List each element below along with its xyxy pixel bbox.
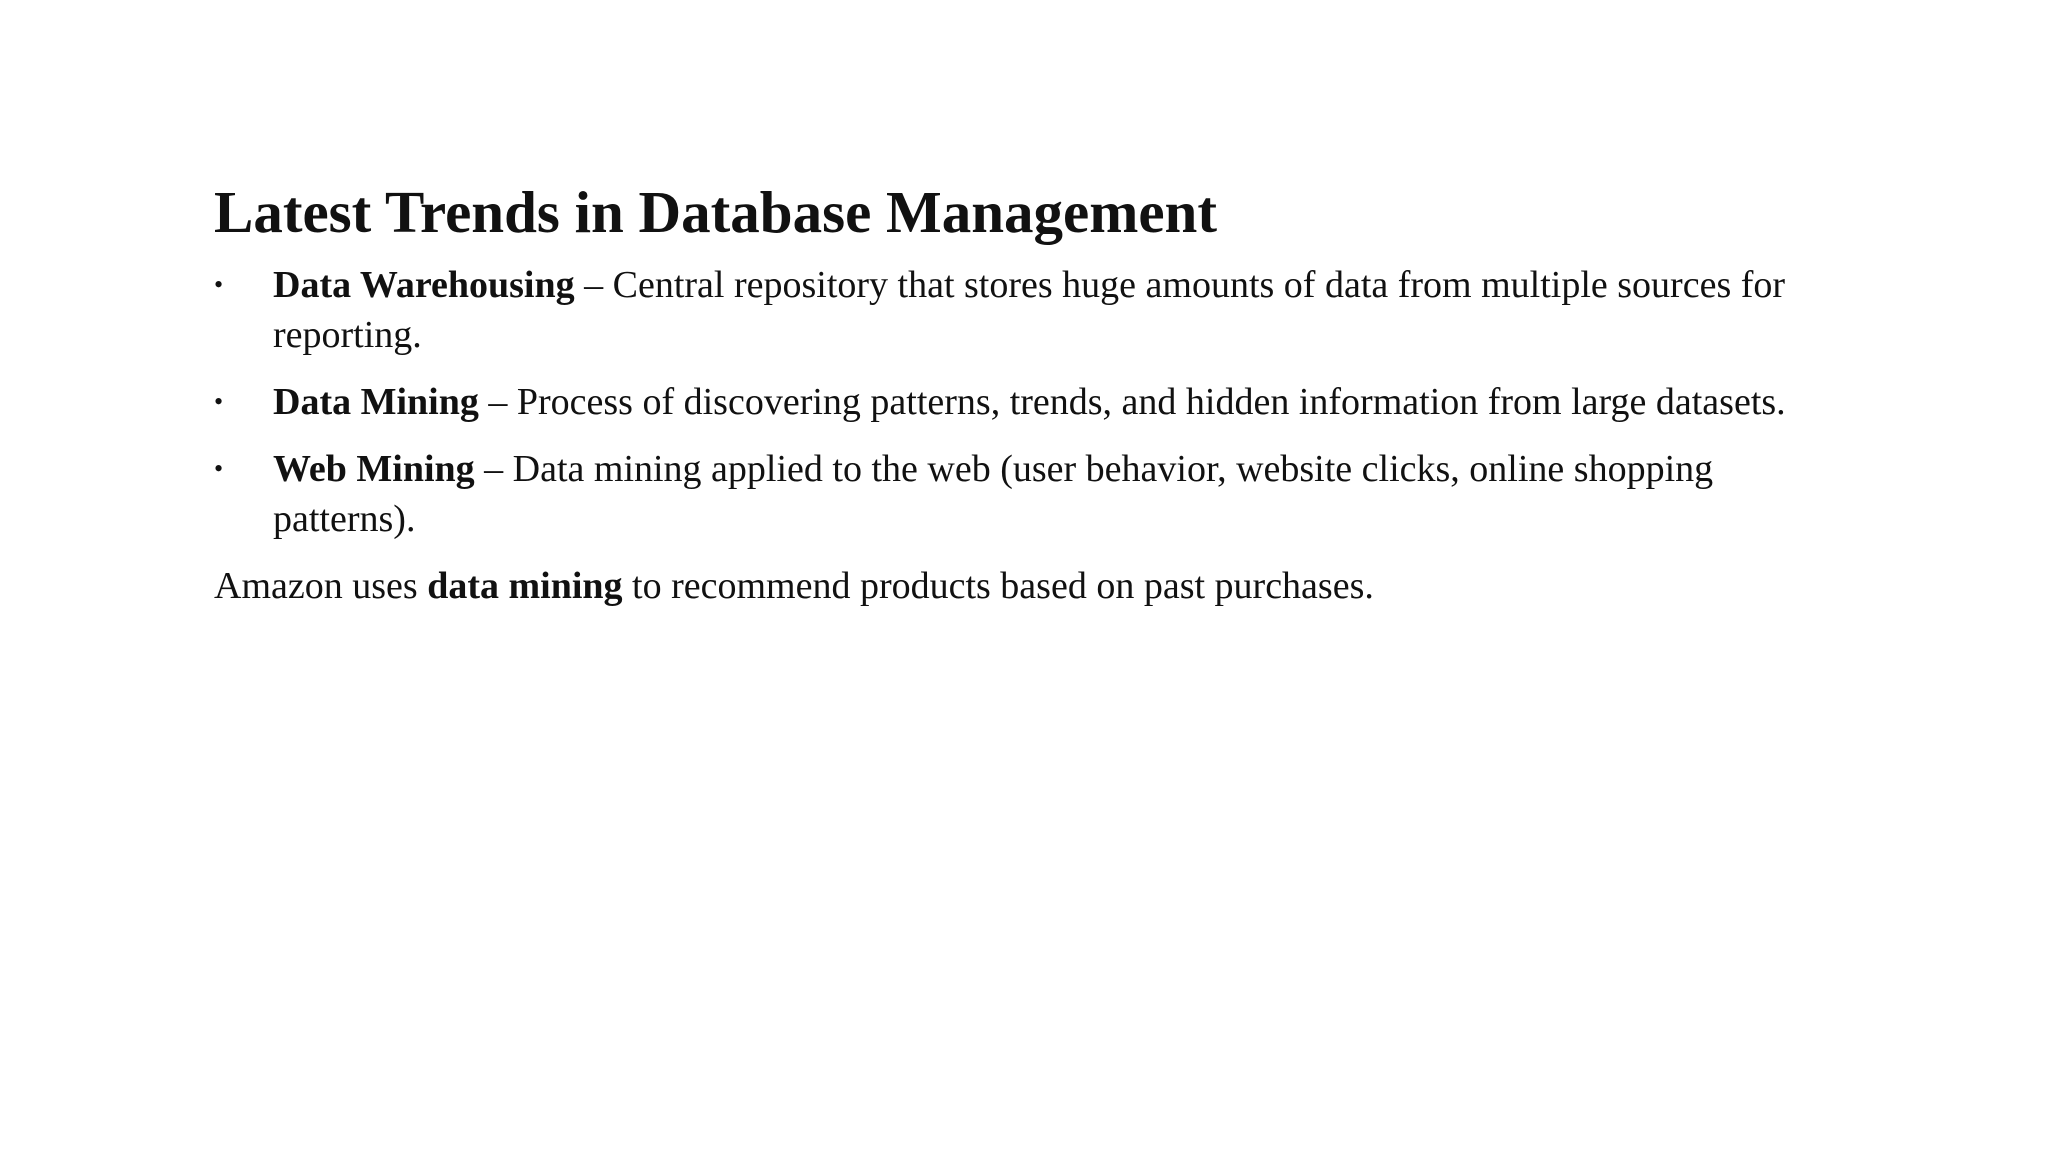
bullet-description: – Data mining applied to the web (user behavior, website clicks, online shopping patterns).: [273, 448, 1714, 540]
bullet-description: – Central repository that stores huge amounts of data from multiple sources for reporting.: [273, 264, 1786, 356]
bullet-item-data-mining: [214, 377, 1854, 427]
summary-text: [214, 561, 1854, 611]
bullet-description: – Process of discovering patterns, trends, and hidden information from large datasets.: [478, 381, 1786, 423]
summary-suffix: to recommend products based on past purchases.: [622, 565, 1374, 607]
bullet-list: [214, 260, 1854, 544]
slide-title: Latest Trends in Database Management: [214, 179, 1217, 245]
bullet-item-data-warehousing: [214, 260, 1854, 360]
bullet-term: Data Mining: [273, 381, 479, 423]
summary-emphasis: data mining: [427, 565, 623, 607]
bullet-icon: •: [214, 454, 224, 483]
bullet-icon: •: [214, 270, 224, 299]
summary-prefix: Amazon uses: [214, 565, 428, 607]
bullet-term: Data Warehousing: [273, 264, 575, 306]
bullet-icon: •: [214, 387, 224, 416]
bullet-item-web-mining: [214, 444, 1854, 544]
bullet-term: Web Mining: [273, 448, 475, 490]
slide-content: [214, 176, 1854, 611]
